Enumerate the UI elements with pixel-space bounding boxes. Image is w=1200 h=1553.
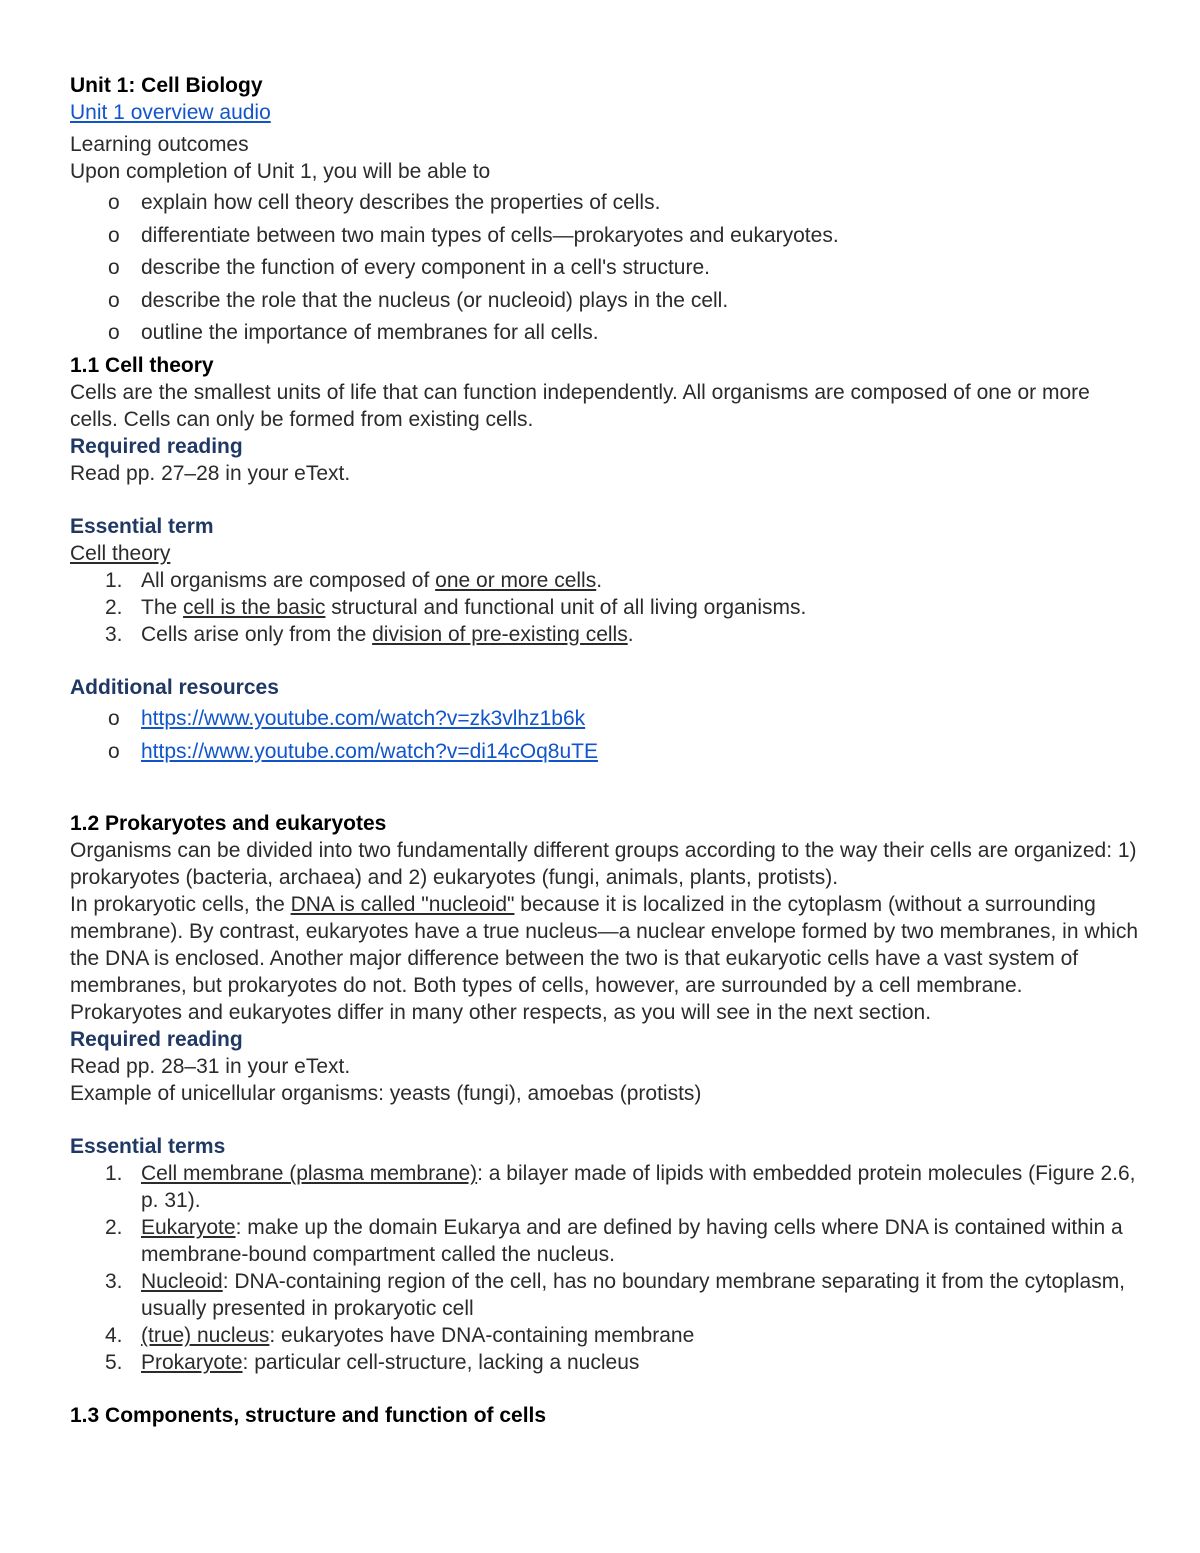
list-item: o differentiate between two main types of cells—prokaryotes and eukaryotes. xyxy=(108,223,839,247)
essential-term-name: Cell theory xyxy=(70,541,171,565)
section-1-2-paragraph-1: Organisms can be divided into two fundamentally different groups according to the way their cells are organized: 1) prokaryotes (bacteria, archaea) and 2) eukaryotes (fungi, animals, plants, protists). xyxy=(70,839,1137,890)
learning-outcomes-intro: Upon completion of Unit 1, you will be able to xyxy=(70,160,491,183)
bullet-icon: o xyxy=(108,706,120,730)
bullet-icon: o xyxy=(108,739,120,763)
resource-link[interactable]: https://www.youtube.com/watch?v=di14cOq8uTE xyxy=(141,739,598,763)
bullet-icon: o xyxy=(108,321,120,345)
required-reading-text: Read pp. 28–31 in your eText. xyxy=(70,1055,351,1079)
list-item: 5. Prokaryote: particular cell-structure, lacking a nucleus xyxy=(105,1351,640,1375)
essential-term-heading: Essential term xyxy=(70,514,214,538)
list-item: 2. Eukaryote: make up the domain Eukarya and are defined by having cells where DNA is contained within a membrane-bound compartment called the nucleus. xyxy=(105,1216,1123,1267)
bullet-icon: o xyxy=(108,288,120,312)
list-item: o outline the importance of membranes for all cells. xyxy=(108,321,599,345)
learning-outcomes-list xyxy=(70,189,1140,346)
list-item: o describe the role that the nucleus (or nucleoid) plays in the cell. xyxy=(108,288,729,312)
list-item: 1. Cell membrane (plasma membrane): a bilayer made of lipids with embedded protein molecules (Figure 2.6, p. 31). xyxy=(105,1162,1136,1213)
list-item: 3. Nucleoid: DNA-containing region of the cell, has no boundary membrane separating it from the cytoplasm, usually presented in prokaryotic cell xyxy=(105,1270,1126,1321)
list-item: 2. The cell is the basic structural and functional unit of all living organisms. xyxy=(105,595,807,619)
required-reading-heading: Required reading xyxy=(70,434,243,458)
section-1-3-heading: 1.3 Components, structure and function of cells xyxy=(70,1404,547,1428)
resource-links-list xyxy=(70,705,1140,765)
section-1-2-paragraph-3: Prokaryotes and eukaryotes differ in many other respects, as you will see in the next section. xyxy=(70,1001,932,1025)
list-item xyxy=(70,705,1140,732)
required-reading-text: Read pp. 27–28 in your eText. xyxy=(70,461,351,485)
document-page xyxy=(70,72,1140,1429)
list-item: o explain how cell theory describes the properties of cells. xyxy=(108,191,661,214)
cell-theory-list xyxy=(70,567,1140,648)
list-item xyxy=(70,738,1140,765)
bullet-icon: o xyxy=(108,256,120,280)
bullet-icon: o xyxy=(108,191,120,214)
learning-outcomes-heading: Learning outcomes xyxy=(70,133,249,156)
resource-link[interactable]: https://www.youtube.com/watch?v=zk3vlhz1b6k xyxy=(141,706,586,730)
essential-terms-list xyxy=(70,1160,1140,1376)
list-item: o describe the function of every component in a cell's structure. xyxy=(108,256,710,280)
bullet-icon: o xyxy=(108,223,120,247)
list-item: 3. Cells arise only from the division of pre-existing cells. xyxy=(105,622,634,646)
list-item: 4. (true) nucleus: eukaryotes have DNA-containing membrane xyxy=(105,1324,695,1348)
additional-resources-heading: Additional resources xyxy=(70,675,279,699)
section-1-2-paragraph-2: In prokaryotic cells, the DNA is called "nucleoid" because it is localized in the cytoplasm (without a surrounding membrane). By contrast, eukaryotes have a true nucleus—a nuclear envelope formed by two membranes, in which the DNA is enclosed. Another major difference between the two is that eukaryotic cells have a vast system of membranes, but prokaryotes do not. Both types of cells, however, are surrounded by a cell membrane. xyxy=(70,893,1139,998)
section-1-1-heading: 1.1 Cell theory xyxy=(70,353,214,377)
essential-terms-heading: Essential terms xyxy=(70,1135,226,1159)
example-text: Example of unicellular organisms: yeasts (fungi), amoebas (protists) xyxy=(70,1082,702,1106)
section-1-2-heading: 1.2 Prokaryotes and eukaryotes xyxy=(70,812,387,836)
section-1-1-paragraph: Cells are the smallest units of life that can function independently. All organisms are composed of one or more cells. Cells can only be formed from existing cells. xyxy=(70,380,1090,431)
required-reading-heading: Required reading xyxy=(70,1028,243,1052)
unit-audio-link[interactable]: Unit 1 overview audio xyxy=(70,101,271,124)
unit-title: Unit 1: Cell Biology xyxy=(70,74,263,97)
list-item: 1. All organisms are composed of one or more cells. xyxy=(105,568,603,592)
